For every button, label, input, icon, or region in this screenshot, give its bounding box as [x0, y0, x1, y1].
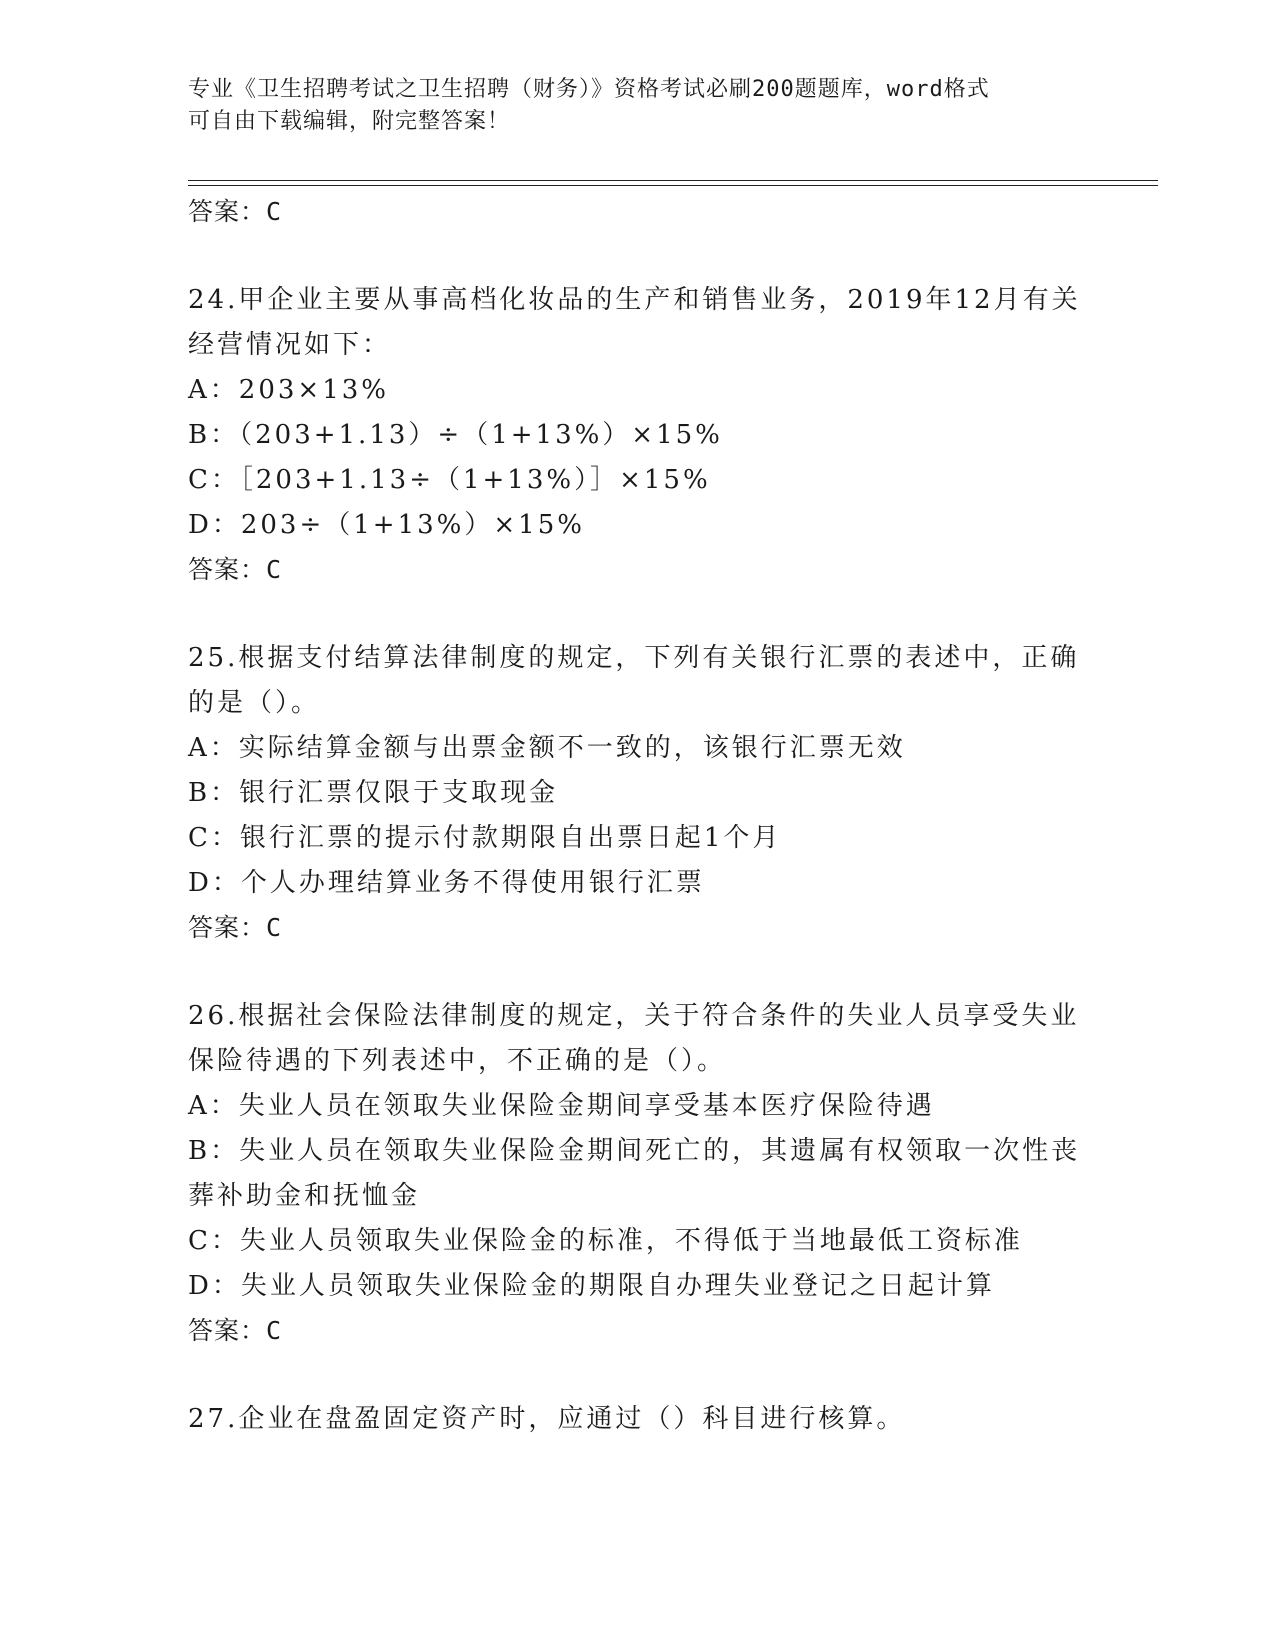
question-stem: 27.企业在盘盈固定资产时，应通过（）科目进行核算。: [188, 1404, 906, 1434]
question-24: [188, 278, 1088, 592]
question-25: [188, 636, 1088, 950]
answer-line: 答案：C: [188, 1316, 283, 1345]
question-26: [188, 994, 1088, 1353]
option-d: D：203÷（1+13%）×15%: [188, 510, 585, 540]
option-c: C：银行汇票的提示付款期限自出票日起1个月: [188, 823, 782, 853]
header-rule-top: [188, 180, 1158, 181]
header-line-1: 专业《卫生招聘考试之卫生招聘（财务）》资格考试必刷200题题库，word格式: [188, 77, 990, 102]
option-b: B：银行汇票仅限于支取现金: [188, 778, 559, 808]
document-header: [188, 74, 1068, 138]
option-a: A：失业人员在领取失业保险金期间享受基本医疗保险待遇: [188, 1091, 935, 1121]
option-a: A：实际结算金额与出票金额不一致的，该银行汇票无效: [188, 733, 906, 763]
answer-line: 答案：C: [188, 913, 283, 942]
question-stem: 25.根据支付结算法律制度的规定，下列有关银行汇票的表述中，正确的是（）。: [188, 643, 1080, 718]
option-b: B：（203+1.13）÷（1+13%）×15%: [188, 420, 723, 450]
option-b: B：失业人员在领取失业保险金期间死亡的，其遗属有权领取一次性丧葬补助金和抚恤金: [188, 1136, 1081, 1211]
option-c: C：失业人员领取失业保险金的标准，不得低于当地最低工资标准: [188, 1226, 1023, 1256]
option-a: A：203×13%: [188, 375, 389, 405]
answer-line: 答案：C: [188, 197, 283, 226]
header-rule-bottom: [188, 185, 1158, 186]
option-d: D：失业人员领取失业保险金的期限自办理失业登记之日起计算: [188, 1271, 995, 1301]
option-c: C：［203+1.13÷（1+13%）］×15%: [188, 465, 711, 495]
question-27: [188, 1397, 1088, 1442]
question-stem: 26.根据社会保险法律制度的规定，关于符合条件的失业人员享受失业保险待遇的下列表述中，不正确的是（）。: [188, 1001, 1080, 1076]
question-stem: 24.甲企业主要从事高档化妆品的生产和销售业务，2019年12月有关经营情况如下：: [188, 285, 1081, 360]
answer-line: 答案：C: [188, 555, 283, 584]
document-body: [188, 190, 1088, 1442]
option-d: D：个人办理结算业务不得使用银行汇票: [188, 868, 705, 898]
header-line-2: 可自由下载编辑，附完整答案！: [188, 109, 511, 134]
